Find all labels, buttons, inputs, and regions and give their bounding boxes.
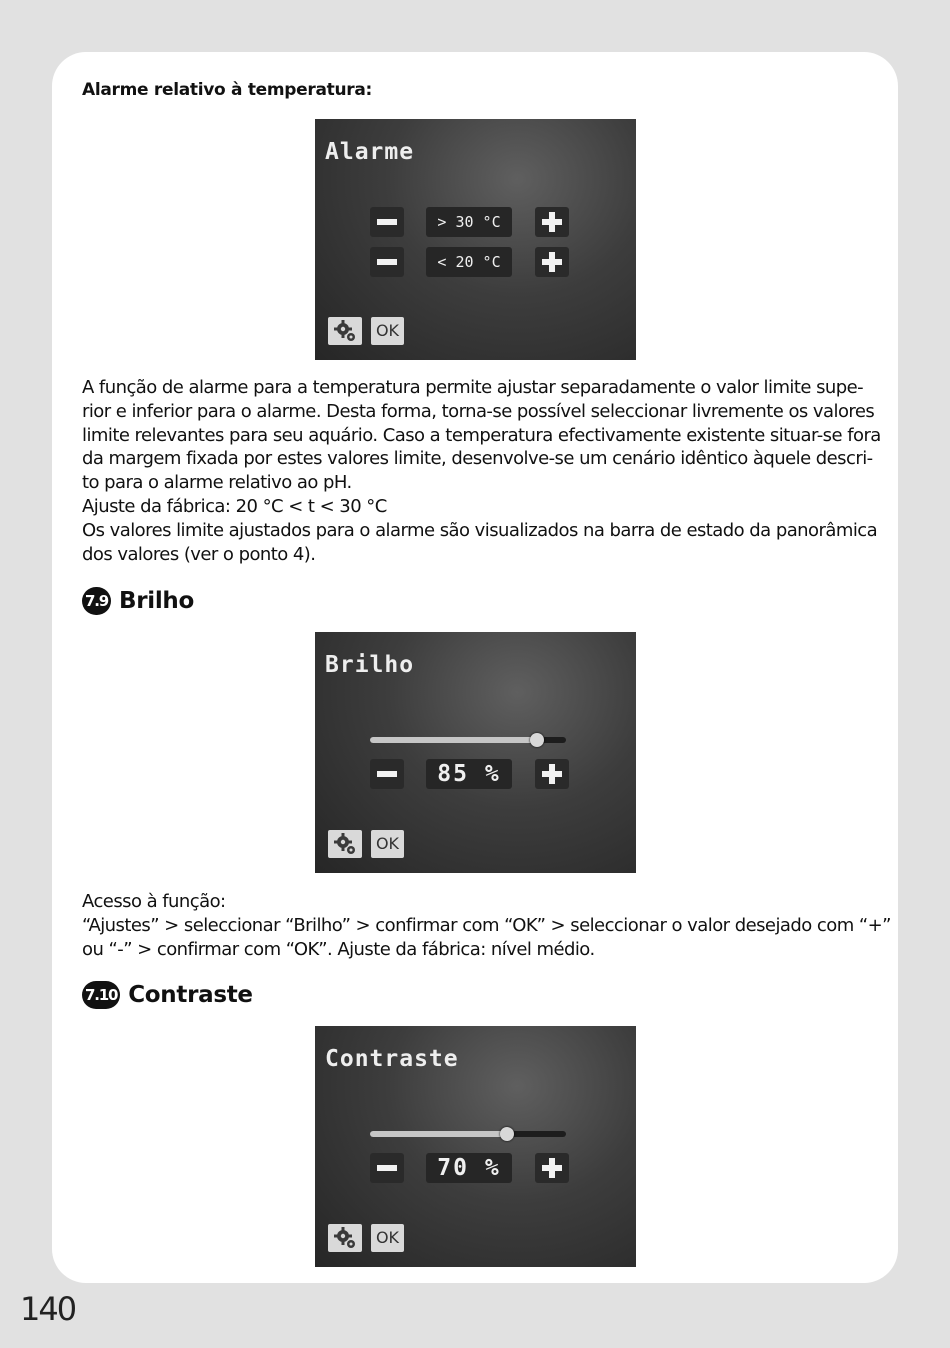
ok-button[interactable]: OK — [371, 317, 404, 345]
alarm-description — [82, 376, 881, 566]
lower-plus-button[interactable] — [535, 247, 569, 277]
ok-button[interactable]: OK — [371, 1224, 404, 1252]
brilho-screen-title: Brilho — [325, 652, 415, 678]
text-line: rior e inferior para o alarme. Desta forma, torna-se possível seleccionar livremente os valores — [82, 400, 875, 422]
increase-button[interactable] — [535, 1153, 569, 1183]
upper-minus-button[interactable] — [370, 207, 404, 237]
section-title: Brilho — [118, 588, 195, 614]
slider-fill — [370, 737, 537, 743]
alarm-screen — [315, 119, 636, 360]
slider-fill — [370, 1131, 507, 1137]
ok-button[interactable]: OK — [371, 830, 404, 858]
contraste-screen-title: Contraste — [325, 1046, 459, 1072]
section-number-badge: 7.9 — [82, 587, 111, 615]
section-title: Contraste — [128, 982, 253, 1008]
gear-icon — [328, 1224, 362, 1252]
brilho-screen — [315, 632, 636, 873]
text-line: to para o alarme relativo ao pH. — [82, 472, 352, 494]
brilho-description — [82, 890, 891, 961]
slider-handle[interactable] — [530, 733, 544, 747]
text-line: dos valores (ver o ponto 4). — [82, 543, 316, 565]
section-heading-brilho — [82, 587, 194, 615]
settings-button[interactable] — [328, 830, 362, 858]
gear-icon — [328, 830, 362, 858]
text-line: “Ajustes” > seleccionar “Brilho” > confirmar com “OK” > seleccionar o valor desejado com “+” — [82, 914, 891, 936]
lower-limit-value: < 20 °C — [426, 247, 512, 277]
decrease-button[interactable] — [370, 1153, 404, 1183]
decrease-button[interactable] — [370, 759, 404, 789]
settings-button[interactable] — [328, 1224, 362, 1252]
contraste-screen — [315, 1026, 636, 1267]
minus-icon — [377, 259, 397, 265]
minus-icon — [377, 771, 397, 777]
alarm-caption: Alarme relativo à temperatura: — [82, 80, 373, 100]
upper-limit-value: > 30 °C — [426, 207, 512, 237]
text-line: ou “-” > confirmar com “OK”. Ajuste da fábrica: nível médio. — [82, 938, 595, 960]
brightness-slider[interactable] — [370, 737, 566, 743]
contrast-slider[interactable] — [370, 1131, 566, 1137]
lower-minus-button[interactable] — [370, 247, 404, 277]
minus-icon — [377, 219, 397, 225]
section-heading-contraste — [82, 981, 253, 1009]
text-line: Acesso à função: — [82, 891, 226, 912]
brightness-value: 85 % — [426, 759, 512, 789]
minus-icon — [377, 1165, 397, 1171]
contrast-value: 70 % — [426, 1153, 512, 1183]
text-line: Ajuste da fábrica: 20 °C < t < 30 °C — [82, 495, 387, 517]
text-line: da margem fixada por estes valores limite, desenvolve-se um cenário idêntico àquele descri- — [82, 448, 873, 470]
section-number-badge: 7.10 — [82, 981, 120, 1009]
settings-button[interactable] — [328, 317, 362, 345]
upper-plus-button[interactable] — [535, 207, 569, 237]
gear-icon — [328, 317, 362, 345]
increase-button[interactable] — [535, 759, 569, 789]
text-line: A função de alarme para a temperatura permite ajustar separadamente o valor limite supe- — [82, 377, 864, 398]
alarm-screen-title: Alarme — [325, 139, 415, 165]
text-line: Os valores limite ajustados para o alarme são visualizados na barra de estado da panorâmica — [82, 519, 878, 541]
text-line: limite relevantes para seu aquário. Caso a temperatura efectivamente existente situar-se fora — [82, 424, 881, 446]
slider-handle[interactable] — [500, 1127, 514, 1141]
page-number: 140 — [20, 1290, 76, 1328]
